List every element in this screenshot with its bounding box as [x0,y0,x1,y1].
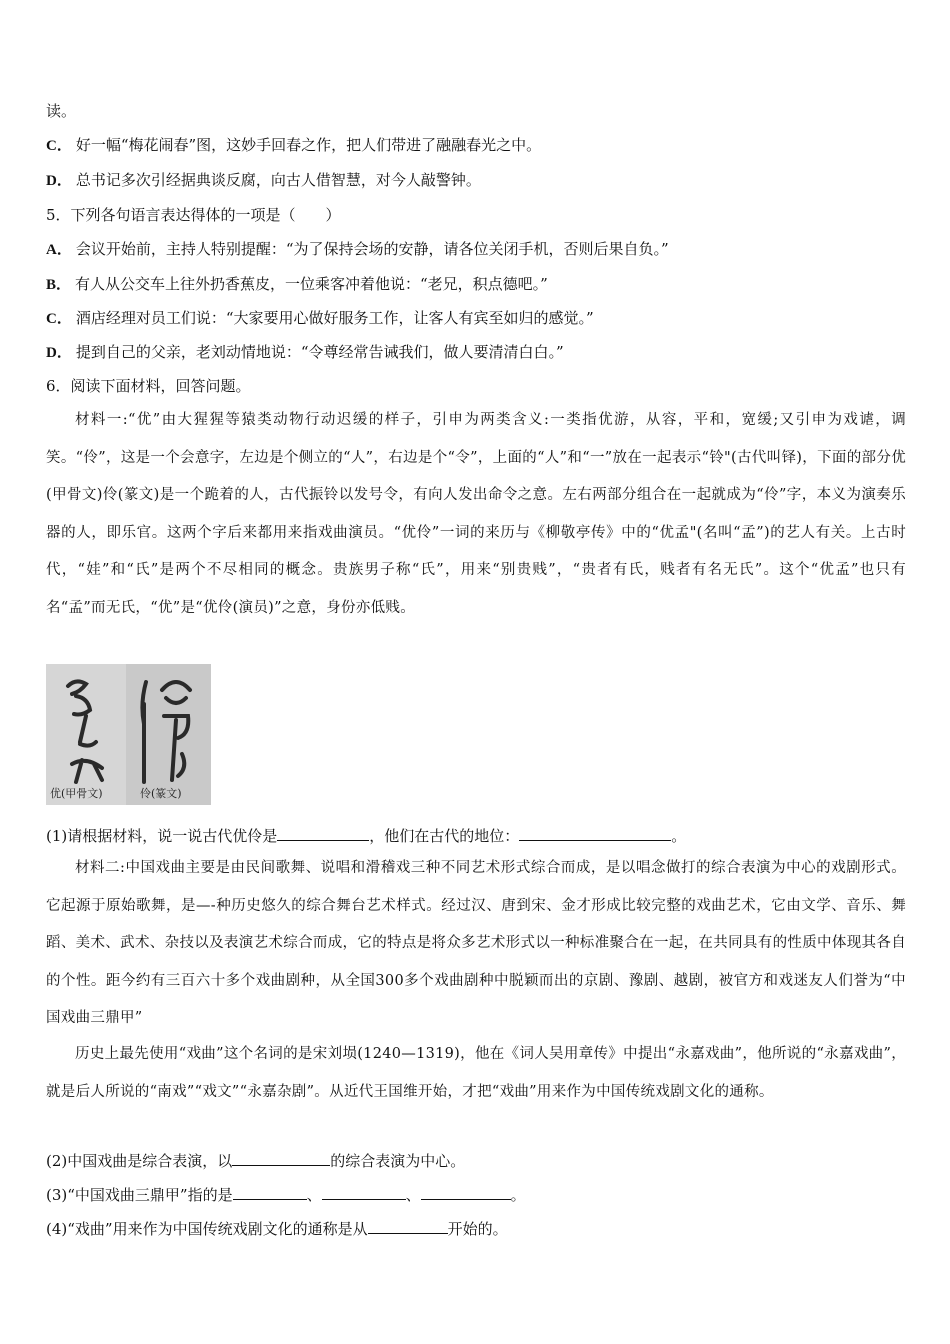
seal-script-glyph-icon [126,664,211,805]
option-text: 酒店经理对员工们说：“大家要用心做好服务工作，让客人有宾至如归的感觉。” [75,309,594,327]
option-letter: C． [46,311,72,327]
answer-blank[interactable] [233,1185,307,1200]
material-two: 材料二:中国戏曲主要是由民间歌舞、说唱和滑稽戏三种不同艺术形式综合而成，是以唱念做打的综合表演为中心的戏剧形式。它起源于原始歌舞，是—-种历史悠久的综合舞台艺术样式。经过汉、唐到宋、金才形成比较完整的戏曲艺术，它由文学、音乐、舞蹈、美术、武术、杂技以及表演艺术综合而成，它的特点是将众多艺术形式以一种标准聚合在一起，在共同具有的性质中体现其各自的个性。距今约有三百六十多个戏曲剧种，从全国300多个戏曲剧种中脱颖而出的京剧、豫剧、越剧，被官方和戏迷友人们誉为“中国戏曲三鼎甲” [46,860,906,1026]
option-letter: C． [46,138,72,154]
answer-blank[interactable] [322,1185,406,1200]
caption-seal-script: 伶(篆文) [140,787,182,800]
sub-question-2 [46,1151,465,1171]
option-text: 有人从公交车上往外扔香蕉皮，一位乘客冲着他说：“老兄，积点德吧。” [75,275,548,293]
question-text: ，他们在古代的地位： [369,827,520,845]
question-text: 的综合表演为中心。 [330,1152,466,1170]
answer-blank[interactable] [519,826,671,841]
option-letter: D． [46,173,72,189]
question-text: 5．下列各句语言表达得体的一项是（ ） [46,206,341,224]
q5-option-b [46,274,548,295]
q5-option-d [46,342,564,363]
character-figure [46,664,211,805]
question-text: 、 [405,1186,421,1204]
option-text: 提到自己的父亲，老刘动情地说：“令尊经常告诫我们，做人要清清白白。” [75,343,564,361]
option-text: 好一幅“梅花闹春”图，这妙手回春之作，把人们带进了融融春光之中。 [75,136,542,154]
sub-question-3 [46,1185,526,1205]
sub-question-1 [46,826,686,846]
option-d [46,170,481,191]
question-text: (2)中国戏曲是综合表演，以 [46,1152,233,1170]
question-text: (1)请根据材料，说一说古代优伶是 [46,827,278,845]
question-text: 。 [510,1186,526,1204]
q5-option-c [46,308,594,329]
question-6 [46,376,251,396]
question-text: (4)“戏曲”用来作为中国传统戏剧文化的通称是从 [46,1220,368,1238]
question-text: 开始的。 [447,1220,508,1238]
question-5 [46,205,341,225]
material-one: 材料一:“优”由大猩猩等猿类动物行动迟缓的样子，引申为两类含义:一类指优游，从容，平和，宽缓;又引申为戏谑，调笑。“伶”，这是一个会意字，左边是个侧立的“人”，右边是个“令”，上面的“人”和“一”放在一起表示“铃"(古代叫铎)，下面的部分优(甲骨文)伶(篆文)是一个跪着的人，古代振铃以发号令，有向人发出命令之意。左右两部分组合在一起就成为“伶”字，本义为演奏乐器的人，即乐官。这两个字后来都用来指戏曲演员。“优伶”一词的来历与《柳敬亭传》中的“优孟"(名叫“孟”)的艺人有关。上古时代，“娃”和“氏”是两个不尽相同的概念。贵族男子称“氏”，用来“别贵贱”，“贵者有氏，贱者有名无氏”。这个“优孟”也只有名“孟”而无氏，“优”是“优伶(演员)”之意，身份亦低贱。 [46,412,906,616]
option-c [46,135,541,156]
option-letter: A． [46,242,72,258]
answer-blank[interactable] [277,826,369,841]
continuation-text: 读。 [46,102,77,120]
material-three: 历史上最先使用“戏曲”这个名词的是宋刘埙(1240—1319)，他在《词人吴用章传》中提出“永嘉戏曲”，他所说的“永嘉戏曲”，就是后人所说的“南戏”“戏文”“永嘉杂剧”。从近代王国维开始，才把“戏曲”用来作为中国传统戏剧文化的通称。 [46,1046,906,1100]
answer-blank[interactable] [368,1219,448,1234]
answer-blank[interactable] [232,1151,330,1166]
caption-oracle-bone: 优(甲骨文) [50,787,103,800]
question-text: (3)“中国戏曲三鼎甲”指的是 [46,1186,233,1204]
question-text: 、 [306,1186,322,1204]
option-text: 会议开始前，主持人特别提醒：“为了保持会场的安静，请各位关闭手机，否则后果自负。” [75,240,669,258]
sub-question-4 [46,1219,508,1239]
text-line [46,101,76,121]
question-text: 。 [671,827,687,845]
seal-script-panel [126,664,211,805]
oracle-bone-panel [46,664,126,805]
answer-blank[interactable] [421,1185,511,1200]
option-letter: D． [46,345,72,361]
question-text: 6．阅读下面材料，回答问题。 [46,377,251,395]
oracle-bone-glyph-icon [46,664,126,805]
option-text: 总书记多次引经据典谈反腐，向古人借智慧，对今人敲警钟。 [75,171,481,189]
option-letter: B． [46,277,72,293]
q5-option-a [46,239,669,260]
